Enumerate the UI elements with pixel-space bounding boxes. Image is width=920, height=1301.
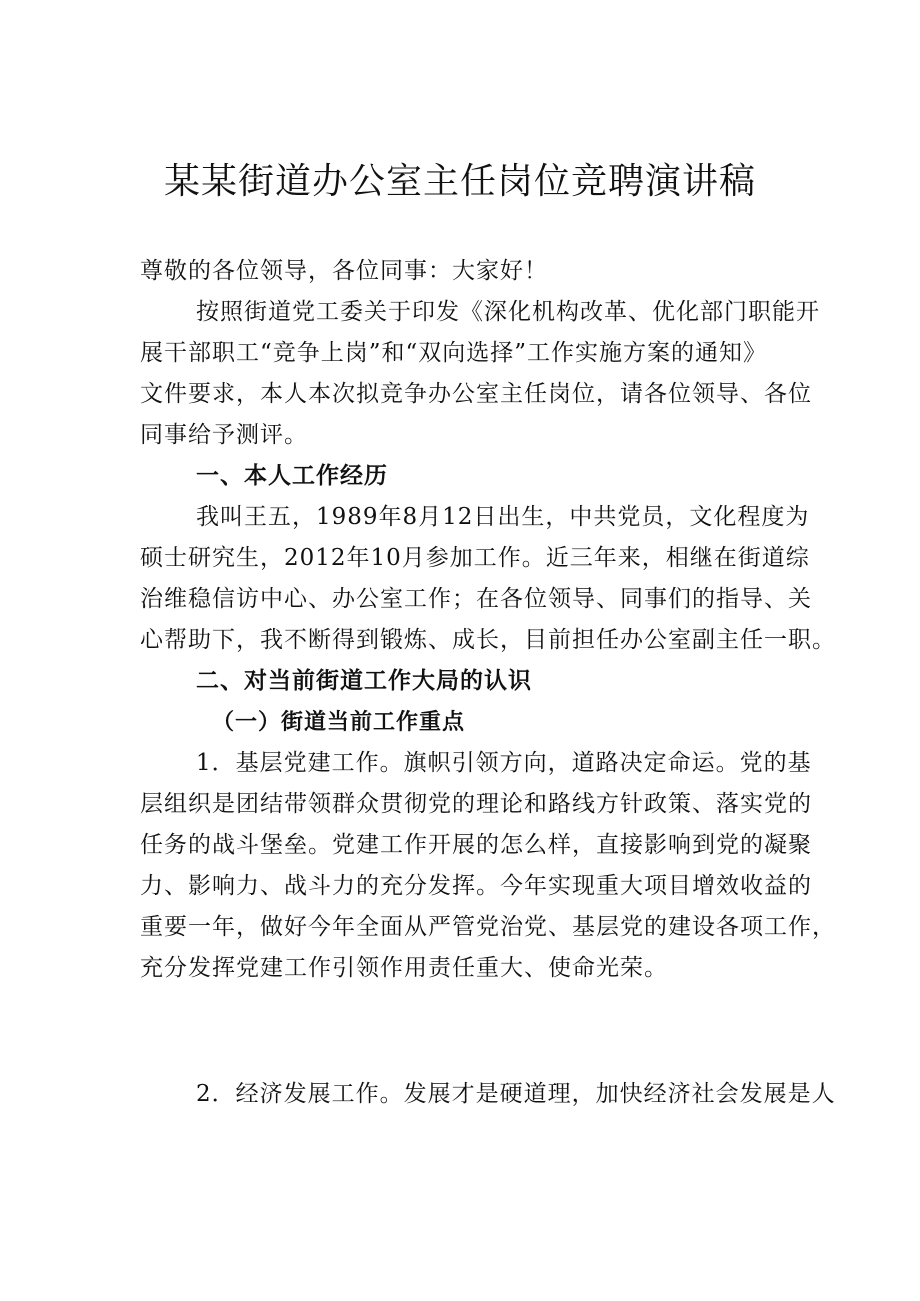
greeting: 尊敬的各位领导，各位同事：大家好！ [140,258,548,284]
item-1-line-5: 重要一年，做好今年全面从严管党治党、基层党的建设各项工作， [140,914,836,940]
section-1-heading: 一、本人工作经历 [196,463,388,489]
section-1-line-1: 我叫王五，1989年8月12日出生，中共党员，文化程度为 [196,504,810,530]
subsection-1-heading: （一）街道当前工作重点 [212,710,466,735]
section-1-line-2: 硕士研究生，2012年10月参加工作。近三年来，相继在街道综 [140,545,810,571]
section-1-line-3: 治维稳信访中心、办公室工作；在各位领导、同事们的指导、关 [140,586,812,612]
document-body-continued [140,1074,836,1115]
intro-line-3: 文件要求，本人本次拟竞争办公室主任岗位，请各位领导、各位 [140,381,812,407]
section-2-heading: 二、对当前街道工作大局的认识 [196,668,532,694]
item-1-line-1: 1．基层党建工作。旗帜引领方向，道路决定命运。党的基 [196,750,812,776]
item-1-line-3: 任务的战斗堡垒。党建工作开展的怎么样，直接影响到党的凝聚 [140,832,812,858]
item-1-line-6: 充分发挥党建工作引领作用责任重大、使命光荣。 [140,955,668,981]
document-title: 某某街道办公室主任岗位竞聘演讲稿 [163,161,756,202]
section-1-line-4: 心帮助下，我不断得到锻炼、成长，目前担任办公室副主任一职。 [140,627,836,653]
intro-line-2: 展干部职工“竞争上岗”和“双向选择”工作实施方案的通知》 [140,340,768,366]
intro-line-4: 同事给予测评。 [140,422,308,448]
intro-line-1: 按照街道党工委关于印发《深化机构改革、优化部门职能开 [196,299,820,325]
item-1-line-4: 力、影响力、战斗力的充分发挥。今年实现重大项目增效收益的 [140,873,812,899]
item-2-line-1: 2．经济发展工作。发展才是硬道理，加快经济社会发展是人 [196,1081,836,1107]
document-body [140,251,836,989]
item-1-line-2: 层组织是团结带领群众贯彻党的理论和路线方针政策、落实党的 [140,791,812,817]
